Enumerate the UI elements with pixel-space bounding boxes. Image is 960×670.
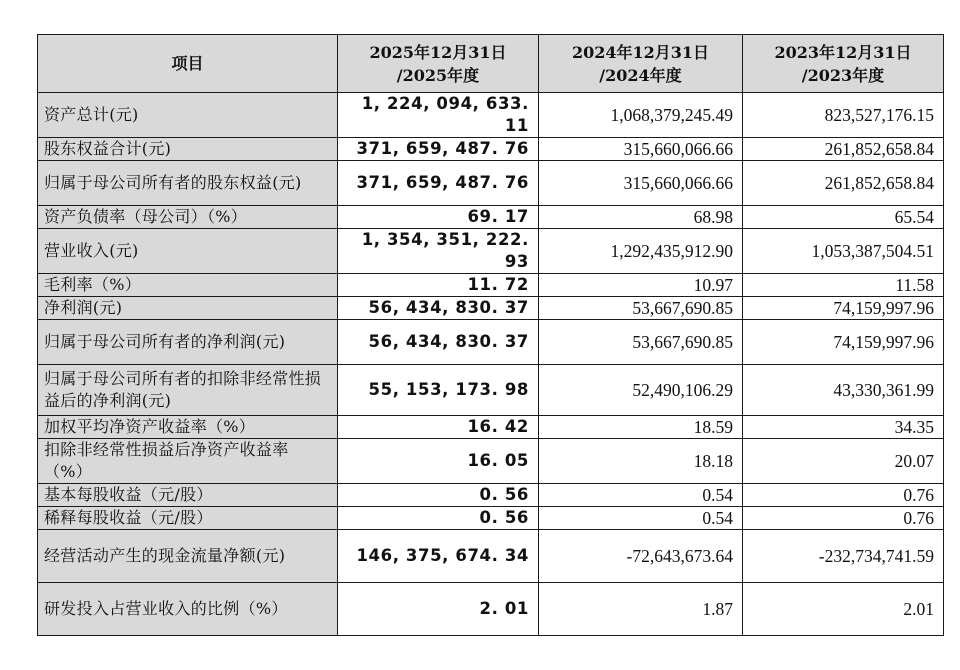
value-2023: 20.07: [743, 439, 944, 484]
value-2024: 315,660,066.66: [539, 161, 743, 206]
value-2023: 0.76: [743, 507, 944, 530]
value-2023: 823,527,176.15: [743, 93, 944, 138]
table-row: [38, 484, 944, 507]
value-2025: 55, 153, 173. 98: [338, 365, 539, 416]
row-label: 营业收入(元): [38, 229, 338, 274]
row-label: 加权平均净资产收益率（%）: [38, 416, 338, 439]
table-row: [38, 507, 944, 530]
table-row: [38, 206, 944, 229]
header-item: [38, 35, 338, 93]
table-row: [38, 161, 944, 206]
value-2024: 1,292,435,912.90: [539, 229, 743, 274]
row-label: 研发投入占营业收入的比例（%）: [38, 583, 338, 636]
value-2023: -232,734,741.59: [743, 530, 944, 583]
value-2024: 315,660,066.66: [539, 138, 743, 161]
value-2023: 261,852,658.84: [743, 138, 944, 161]
value-2025: 1, 224, 094, 633. 11: [338, 93, 539, 138]
row-label: 毛利率（%）: [38, 274, 338, 297]
value-2023: 1,053,387,504.51: [743, 229, 944, 274]
value-2024: 68.98: [539, 206, 743, 229]
table-row: [38, 583, 944, 636]
table-row: [38, 274, 944, 297]
value-2024: 52,490,106.29: [539, 365, 743, 416]
table-row: [38, 138, 944, 161]
value-2024: 18.59: [539, 416, 743, 439]
header-2025-date: 2025年12月31日: [369, 42, 507, 62]
row-label: 净利润(元): [38, 297, 338, 320]
value-2025: 371, 659, 487. 76: [338, 161, 539, 206]
value-2023: 2.01: [743, 583, 944, 636]
value-2023: 34.35: [743, 416, 944, 439]
header-2024-year: /2024年度: [599, 65, 682, 85]
value-2025: 56, 434, 830. 37: [338, 297, 539, 320]
table-row: [38, 93, 944, 138]
table-row: [38, 439, 944, 484]
value-2024: 1.87: [539, 583, 743, 636]
value-2025: 69. 17: [338, 206, 539, 229]
value-2023: 74,159,997.96: [743, 320, 944, 365]
value-2025: 0. 56: [338, 507, 539, 530]
row-label: 归属于母公司所有者的净利润(元): [38, 320, 338, 365]
row-label: 资产总计(元): [38, 93, 338, 138]
value-2023: 74,159,997.96: [743, 297, 944, 320]
financial-summary-table: [37, 34, 944, 636]
header-2025: [338, 35, 539, 93]
table-row: [38, 297, 944, 320]
value-2023: 0.76: [743, 484, 944, 507]
header-2024: [539, 35, 743, 93]
table-header-row: [38, 35, 944, 93]
row-label: 归属于母公司所有者的扣除非经常性损益后的净利润(元): [38, 365, 338, 416]
table-row: [38, 416, 944, 439]
value-2025: 371, 659, 487. 76: [338, 138, 539, 161]
table-row: [38, 365, 944, 416]
row-label: 基本每股收益（元/股）: [38, 484, 338, 507]
value-2024: 0.54: [539, 507, 743, 530]
row-label: 经营活动产生的现金流量净额(元): [38, 530, 338, 583]
value-2023: 11.58: [743, 274, 944, 297]
header-item-label: 项目: [171, 54, 204, 73]
value-2025: 2. 01: [338, 583, 539, 636]
value-2025: 16. 42: [338, 416, 539, 439]
table-row: [38, 530, 944, 583]
value-2024: 53,667,690.85: [539, 297, 743, 320]
value-2025: 11. 72: [338, 274, 539, 297]
value-2024: 0.54: [539, 484, 743, 507]
value-2025: 0. 56: [338, 484, 539, 507]
row-label: 资产负债率（母公司）（%）: [38, 206, 338, 229]
value-2023: 43,330,361.99: [743, 365, 944, 416]
header-2024-date: 2024年12月31日: [571, 42, 710, 62]
row-label: 扣除非经常性损益后净资产收益率（%）: [38, 439, 338, 484]
value-2025: 16. 05: [338, 439, 539, 484]
value-2024: 18.18: [539, 439, 743, 484]
header-2025-year: /2025年度: [396, 65, 480, 85]
value-2024: 10.97: [539, 274, 743, 297]
table-row: [38, 320, 944, 365]
row-label: 稀释每股收益（元/股）: [38, 507, 338, 530]
header-2023-date: 2023年12月31日: [774, 42, 912, 62]
header-2023-year: /2023年度: [801, 65, 885, 85]
row-label: 归属于母公司所有者的股东权益(元): [38, 161, 338, 206]
table-row: [38, 229, 944, 274]
row-label: 股东权益合计(元): [38, 138, 338, 161]
value-2025: 56, 434, 830. 37: [338, 320, 539, 365]
header-2023: [743, 35, 944, 93]
value-2024: 1,068,379,245.49: [539, 93, 743, 138]
value-2024: -72,643,673.64: [539, 530, 743, 583]
value-2024: 53,667,690.85: [539, 320, 743, 365]
value-2023: 261,852,658.84: [743, 161, 944, 206]
value-2025: 146, 375, 674. 34: [338, 530, 539, 583]
value-2023: 65.54: [743, 206, 944, 229]
value-2025: 1, 354, 351, 222. 93: [338, 229, 539, 274]
